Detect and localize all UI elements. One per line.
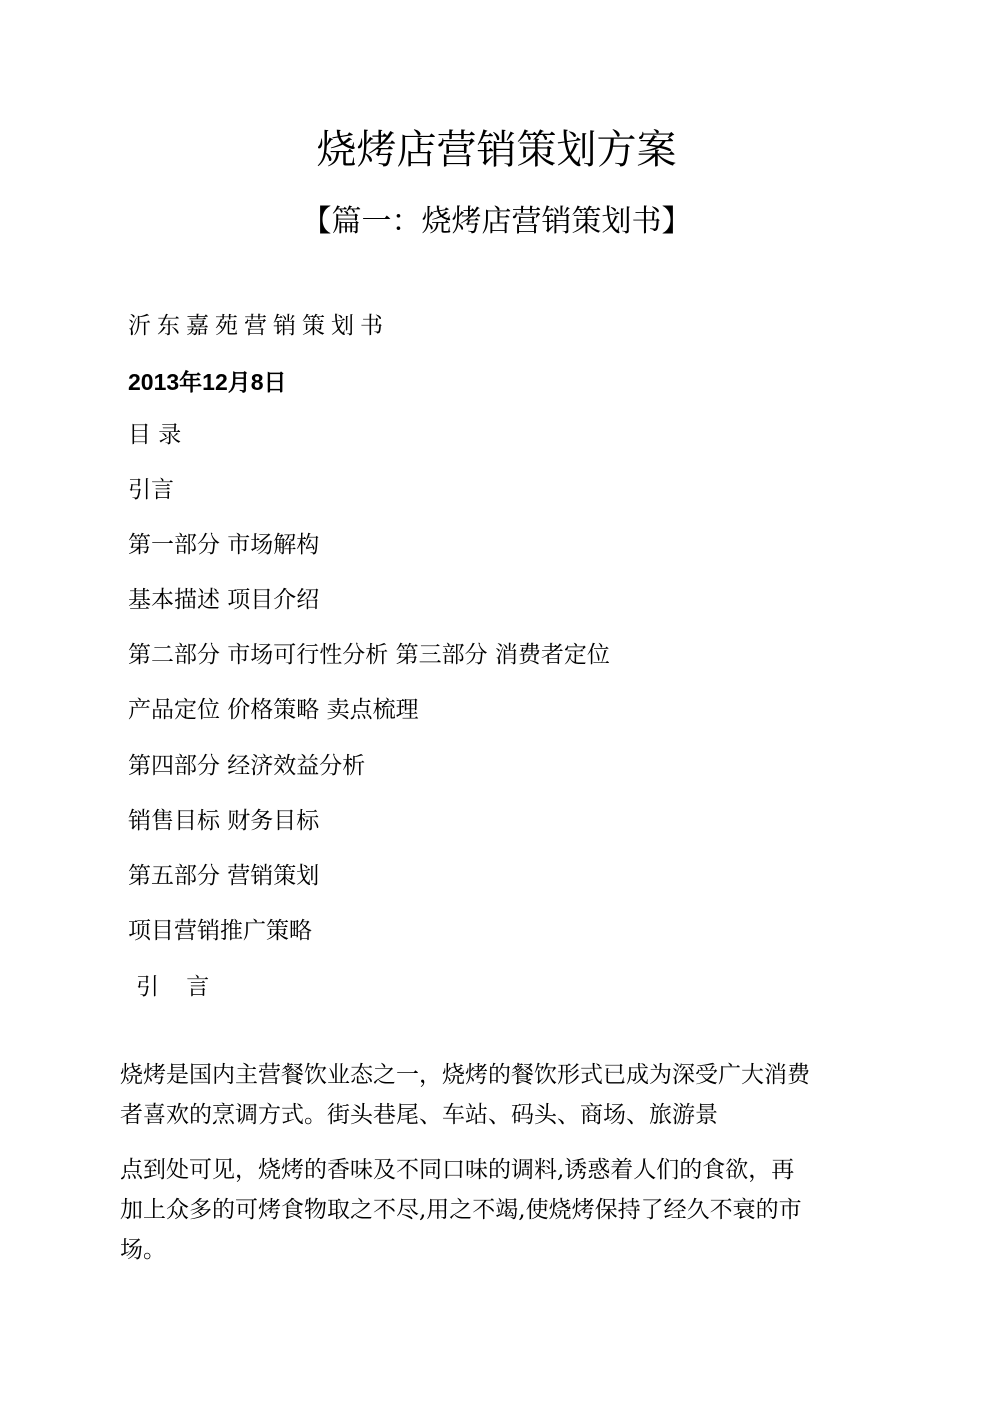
intro-paragraph: [120, 1150, 880, 1270]
paragraph-line: 点到处可见，烧烤的香味及不同口味的调料,诱惑着人们的食欲，再: [120, 1157, 795, 1183]
paragraph-line: 场。: [120, 1237, 166, 1263]
toc-item: 基本描述 项目介绍: [128, 587, 320, 613]
toc-item: 引言: [128, 477, 174, 503]
document-title: 烧烤店营销策划方案: [316, 127, 677, 173]
toc-item: 项目营销推广策略: [128, 918, 312, 944]
toc-item: 销售目标 财务目标: [128, 808, 320, 834]
toc-item: 第四部分 经济效益分析: [128, 753, 366, 779]
section-heading-intro: 引 言: [136, 974, 220, 1000]
intro-paragraph: [120, 1055, 880, 1135]
toc-heading: 目 录: [128, 422, 182, 448]
paragraph-line: 加上众多的可烤食物取之不尽,用之不竭,使烧烤保持了经久不衰的市: [120, 1197, 802, 1223]
document-date: 2013年12月8日: [128, 369, 287, 395]
toc-item: 第二部分 市场可行性分析 第三部分 消费者定位: [128, 642, 610, 668]
paragraph-line: 烧烤是国内主营餐饮业态之一，烧烤的餐饮形式已成为深受广大消费: [120, 1062, 810, 1088]
paragraph-line: 者喜欢的烹调方式。街头巷尾、车站、码头、商场、旅游景: [120, 1102, 718, 1128]
toc-item: 产品定位 价格策略 卖点梳理: [128, 697, 419, 723]
document-subtitle: 【篇一：烧烤店营销策划书】: [301, 204, 692, 239]
toc-item: 第五部分 营销策划: [128, 863, 320, 889]
org-title: 沂东嘉苑营销策划书: [128, 313, 389, 339]
toc-item: 第一部分 市场解构: [128, 532, 320, 558]
